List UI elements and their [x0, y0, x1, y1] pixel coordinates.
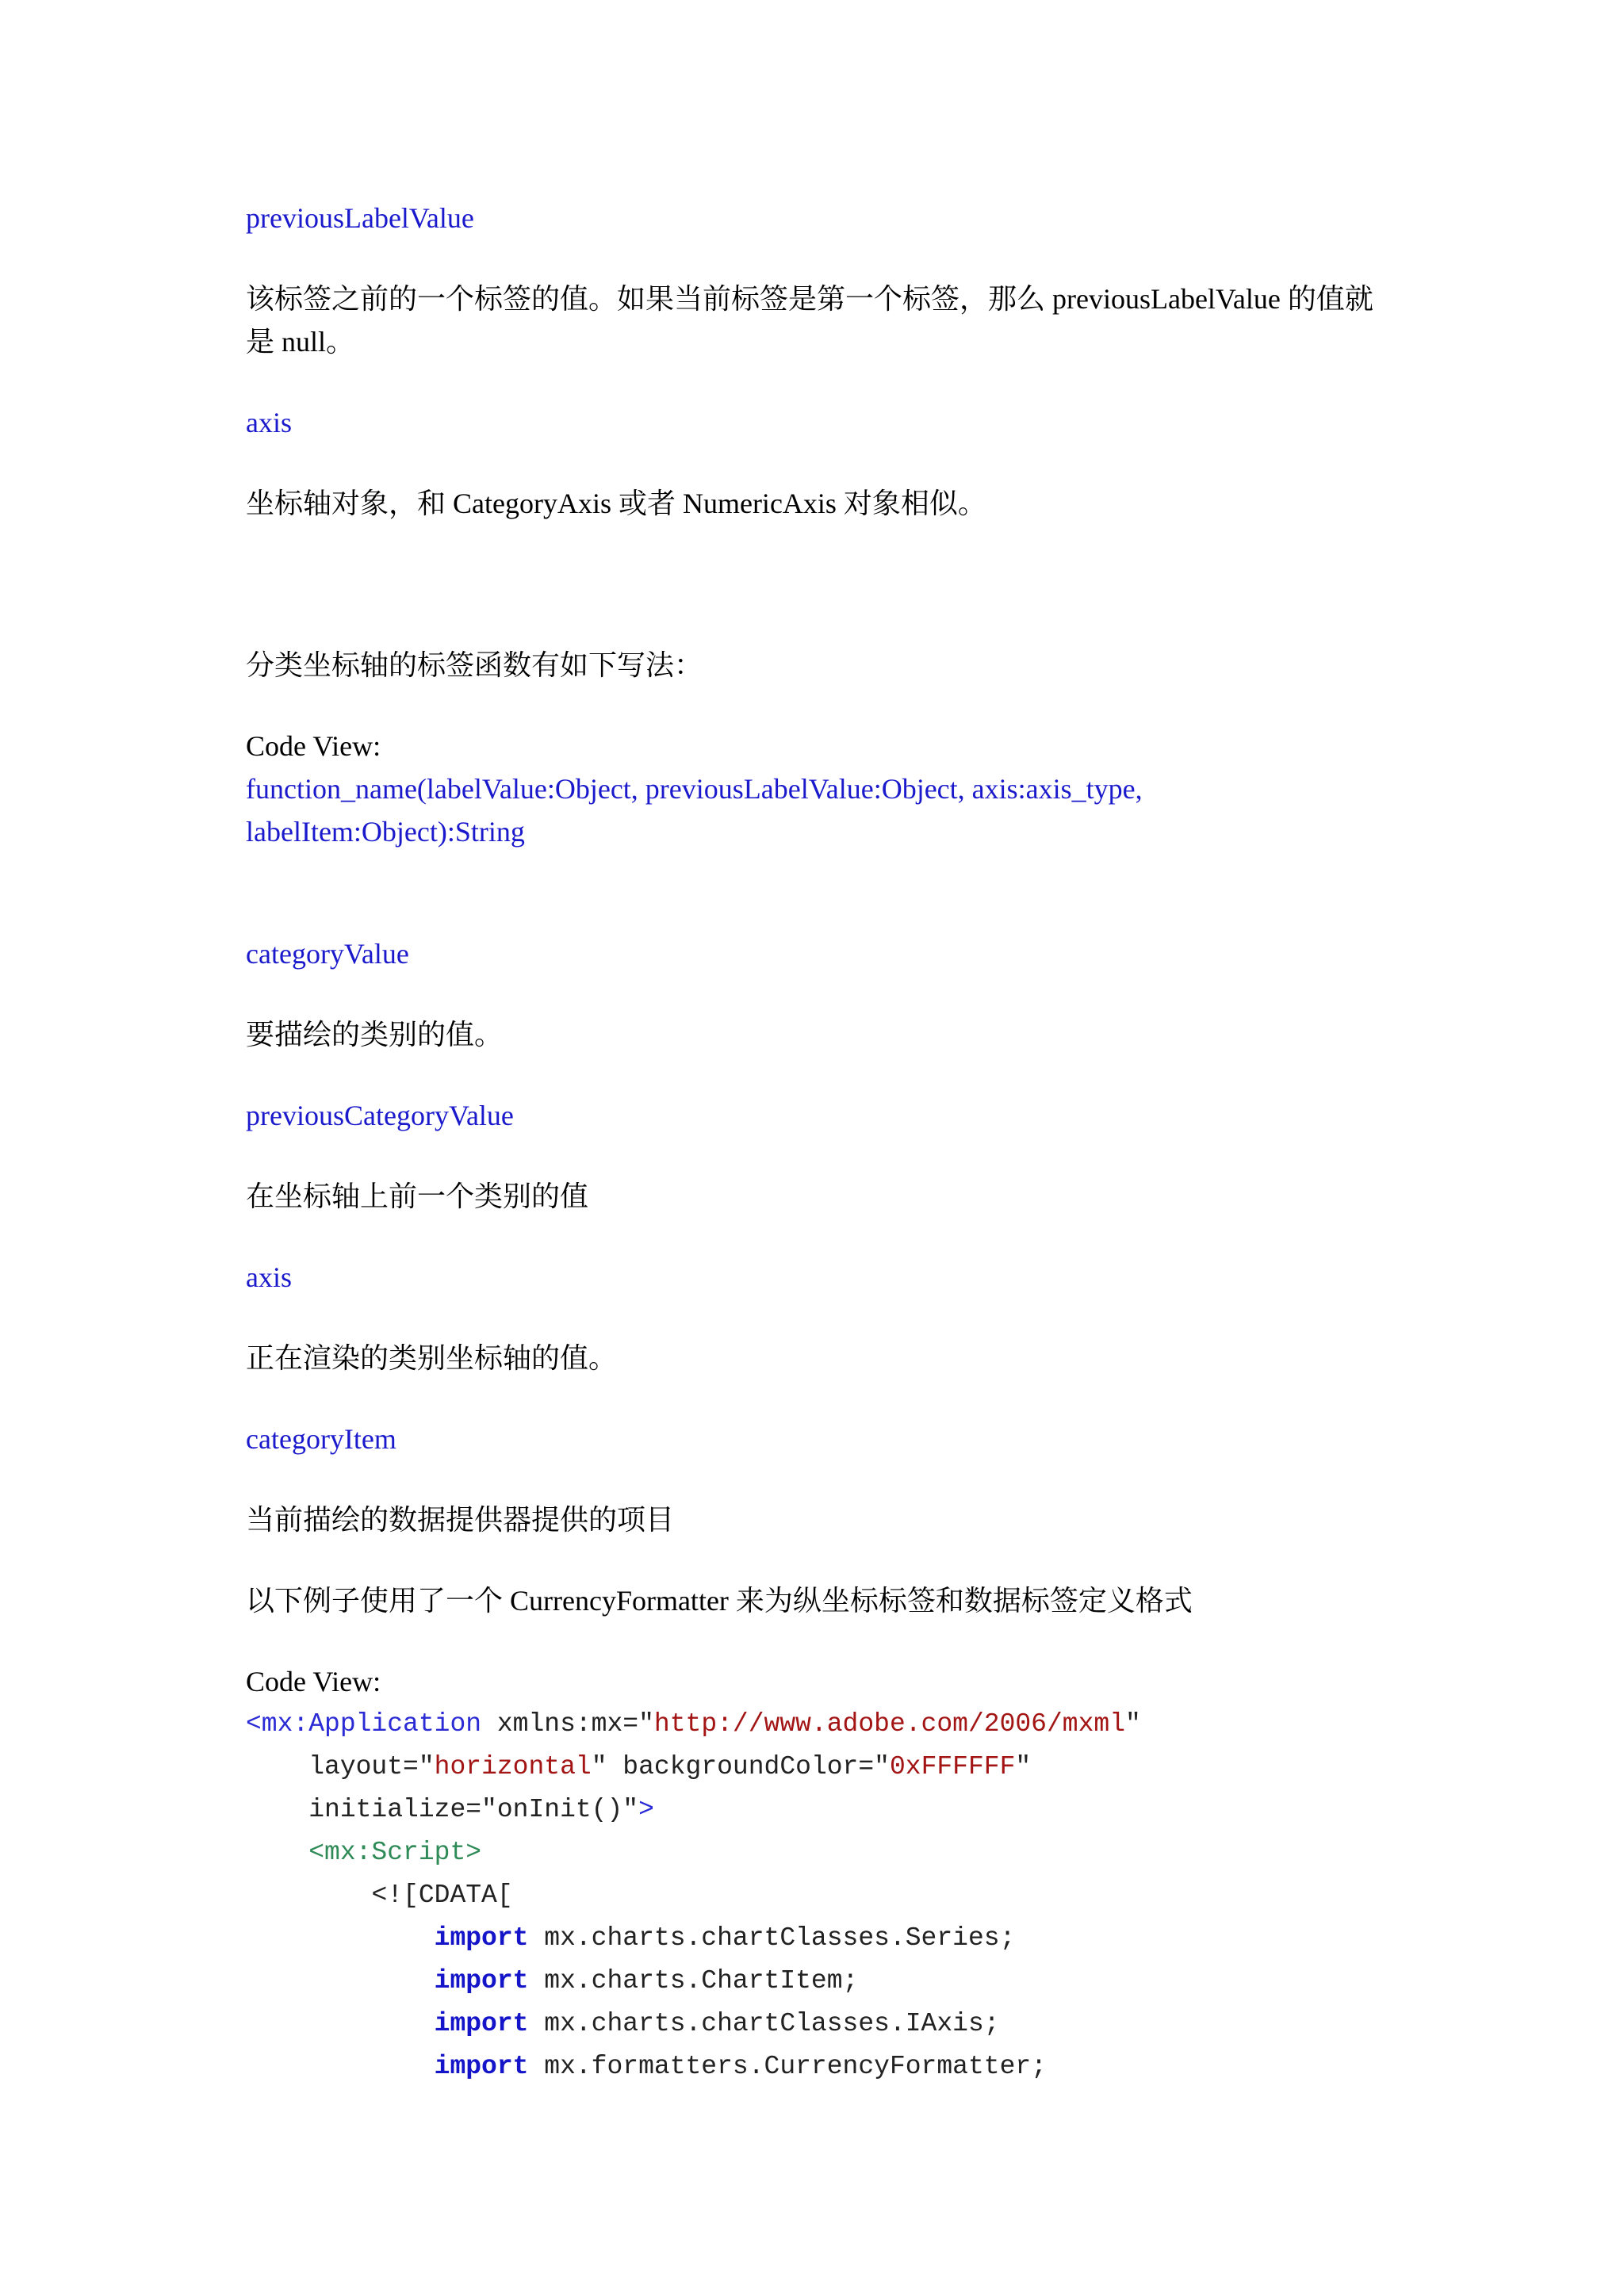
- code-indent: [246, 1966, 435, 1996]
- code-attr: initialize="onInit()": [308, 1795, 639, 1824]
- code-tag: <mx:Application: [246, 1709, 482, 1739]
- code-cdata: <![CDATA[: [371, 1881, 513, 1910]
- term-category-item: categoryItem: [246, 1423, 396, 1455]
- code-import-path: mx.formatters.CurrencyFormatter;: [528, 2052, 1047, 2081]
- term-category-value: categoryValue: [246, 938, 409, 970]
- code-attr: " backgroundColor=": [591, 1752, 890, 1781]
- code-attr: layout=": [308, 1752, 435, 1781]
- code-keyword: import: [434, 1966, 529, 1996]
- desc-category-value: 要描绘的类别的值。: [246, 1019, 504, 1050]
- code-import-4: [246, 2045, 1047, 2088]
- code-indent: [246, 2009, 435, 2038]
- code-import-2: [246, 1960, 858, 2003]
- code-indent: [246, 1881, 371, 1910]
- term-axis: axis: [246, 407, 292, 438]
- code-indent: [246, 1838, 308, 1867]
- term-previous-label-value: previousLabelValue: [246, 202, 474, 234]
- code-line-3: [246, 1789, 654, 1831]
- code-line-5: [246, 1874, 513, 1917]
- code-keyword: import: [434, 1923, 529, 1953]
- code-indent: [246, 1923, 435, 1953]
- desc-axis: 坐标轴对象，和 CategoryAxis 或者 NumericAxis 对象相似。: [246, 488, 986, 519]
- code-tag: >: [638, 1795, 654, 1824]
- code-script-tag: <mx:Script>: [308, 1838, 482, 1867]
- code-attr: xmlns:mx=": [481, 1709, 654, 1739]
- example-intro: 以下例子使用了一个 CurrencyFormatter 来为纵坐标标签和数据标签定义格式: [246, 1585, 1193, 1617]
- code-line-1: [246, 1703, 1141, 1746]
- code-line-4: [246, 1831, 481, 1874]
- code-string: http://www.adobe.com/2006/mxml: [653, 1709, 1126, 1739]
- code-import-path: mx.charts.chartClasses.IAxis;: [528, 2009, 1000, 2038]
- code-indent: [246, 1795, 308, 1824]
- desc-category-item: 当前描绘的数据提供器提供的项目: [246, 1504, 675, 1536]
- code-view-label-2: Code View:: [246, 1666, 381, 1697]
- desc-previous-label-value-line1: 该标签之前的一个标签的值。如果当前标签是第一个标签，那么 previousLabelValue 的值就: [246, 283, 1373, 315]
- code-import-1: [246, 1917, 1015, 1960]
- code-indent: [246, 2052, 435, 2081]
- code-keyword: import: [434, 2009, 529, 2038]
- desc-axis-category: 正在渲染的类别坐标轴的值。: [246, 1342, 618, 1374]
- code-string: horizontal: [434, 1752, 592, 1781]
- term-axis-category: axis: [246, 1261, 292, 1293]
- code-string: 0xFFFFFF: [889, 1752, 1016, 1781]
- code-import-path: mx.charts.ChartItem;: [528, 1966, 859, 1996]
- code-quote: ": [1015, 1752, 1032, 1781]
- code-import-path: mx.charts.chartClasses.Series;: [528, 1923, 1016, 1953]
- desc-previous-category-value: 在坐标轴上前一个类别的值: [246, 1181, 589, 1212]
- section-intro: 分类坐标轴的标签函数有如下写法：: [246, 649, 703, 681]
- code-quote: ": [1125, 1709, 1141, 1739]
- code-view-label: Code View:: [246, 730, 381, 762]
- code-indent: [246, 1752, 308, 1781]
- desc-previous-label-value-line2: 是 null。: [246, 326, 355, 358]
- term-previous-category-value: previousCategoryValue: [246, 1100, 514, 1131]
- code-keyword: import: [434, 2052, 529, 2081]
- function-signature-line1: function_name(labelValue:Object, previousLabelValue:Object, axis:axis_type,: [246, 773, 1143, 805]
- code-import-3: [246, 2003, 1000, 2045]
- function-signature-line2: labelItem:Object):String: [246, 816, 525, 848]
- code-line-2: [246, 1746, 1031, 1789]
